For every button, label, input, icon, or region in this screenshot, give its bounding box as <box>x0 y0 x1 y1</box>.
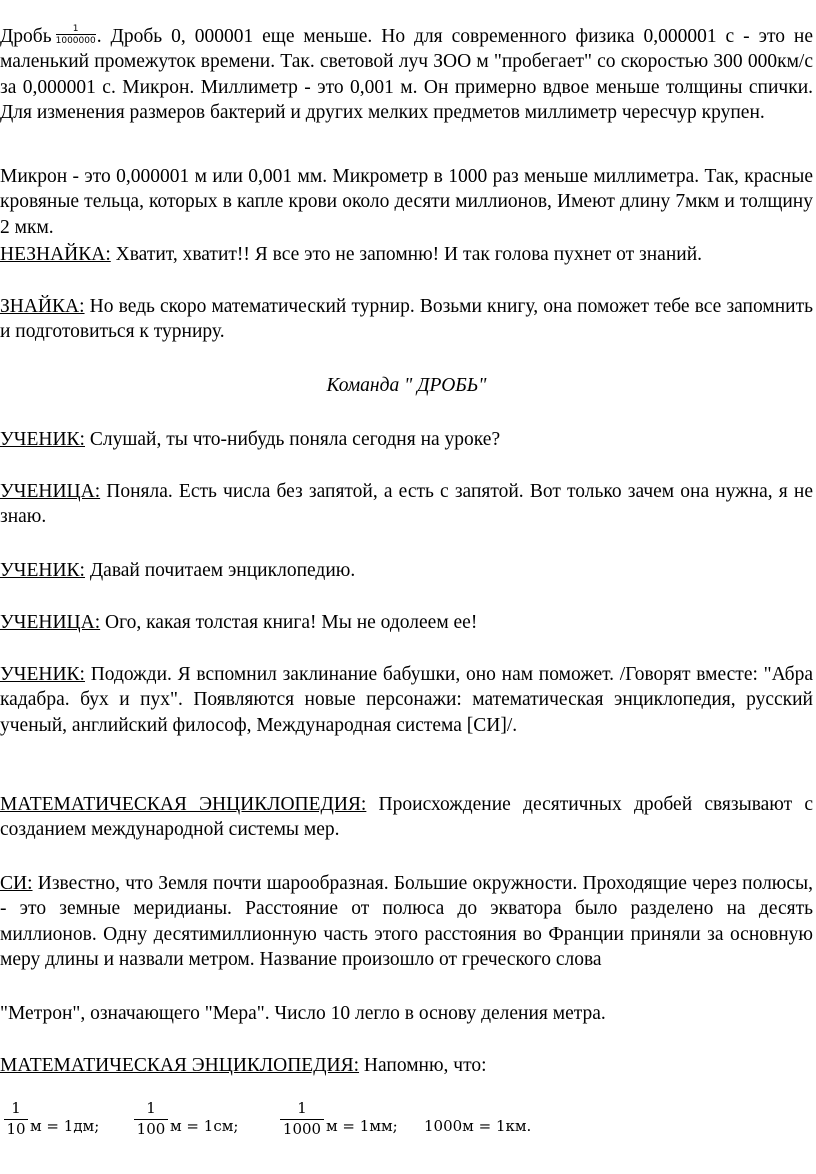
speaker-label: ЗНАЙКА: <box>0 296 85 317</box>
line-text: Ого, какая толстая книга! Мы не одолеем ее! <box>100 612 478 633</box>
line-text: Слушай, ты что-нибудь поняла сегодня на уроке? <box>84 429 501 450</box>
intro-text-start: Дробь <box>0 26 52 47</box>
speaker-label: УЧЕНИЦА: <box>0 612 101 633</box>
formula-denominator: 1000 <box>280 1119 324 1138</box>
formula-kilometer <box>424 1100 564 1156</box>
dialogue-line <box>0 242 813 267</box>
speaker-label: НЕЗНАЙКА: <box>0 244 111 265</box>
line-text: Подожди. Я вспомнил заклинание бабушки, оно нам поможет. /Говорят вместе: "Абра кадабра. бух и пух". Появляются новые персонажи: математическая энциклопедия, русский ученый, английский философ, Международная система [СИ]/. <box>0 664 813 736</box>
formula-denominator: 10 <box>4 1119 28 1138</box>
line-text: "Метрон", означающего "Мера". Число 10 легло в основу деления метра. <box>0 1003 606 1024</box>
intro-text-rest: . Дробь 0, 000001 еще меньше. Но для современного физика 0,000001 с - это не маленький промежуток времени. Так. световой луч ЗОО м "пробегает" со скоростью 300 000км/с за 0,000001 с. Микрон. Миллиметр - это 0,001 м. Он примерно вдвое меньше толщины спички. Для изменения размеров бактерий и других мелких предметов миллиметр чересчур крупен. <box>0 26 813 124</box>
fraction-numerator: 1 <box>72 23 79 34</box>
formula-decimeter <box>4 1100 134 1156</box>
formula-numerator: 1 <box>11 1099 21 1117</box>
speaker-label: МАТЕМАТИЧЕСКАЯ ЭНЦИКЛОПЕДИЯ: <box>0 1055 360 1076</box>
dialogue-line <box>0 1053 813 1078</box>
line-text: Хватит, хватит!! Я все это не запомню! И так голова пухнет от знаний. <box>110 244 703 265</box>
line-text: Происхождение десятичных дробей связывают с созданием международной системы мер. <box>0 794 813 841</box>
speaker-label: МАТЕМАТИЧЕСКАЯ ЭНЦИКЛОПЕДИЯ: <box>0 794 367 815</box>
team-heading: Команда " ДРОБЬ" <box>326 375 487 396</box>
formula-equation: м = 1мм; <box>326 1117 398 1135</box>
speaker-label: УЧЕНИК: <box>0 429 85 450</box>
speaker-label: УЧЕНИЦА: <box>0 481 101 502</box>
speaker-label: УЧЕНИК: <box>0 664 85 685</box>
formula-numerator: 1 <box>297 1099 307 1117</box>
speaker-label: СИ: <box>0 873 33 894</box>
formula-equation: 1000м = 1км. <box>424 1117 532 1135</box>
line-text: Поняла. Есть числа без запятой, а есть с запятой. Вот только зачем она нужна, я не знаю. <box>0 481 813 528</box>
unit-formulas <box>4 1100 804 1156</box>
dialogue-line <box>0 610 813 635</box>
speaker-label: УЧЕНИК: <box>0 560 85 581</box>
formula-equation: м = 1см; <box>170 1117 239 1135</box>
formula-centimeter <box>134 1100 284 1156</box>
dialogue-line <box>0 427 813 452</box>
formula-fraction <box>4 1100 28 1138</box>
intro-paragraph-2: Микрон - это 0,000001 м или 0,001 мм. Микрометр в 1000 раз меньше миллиметра. Так, красные кровяные тельца, которых в капле крови около десяти миллионов, Имеют длину 7мкм и толщину 2 мкм. <box>0 166 813 238</box>
dialogue-line <box>0 792 813 843</box>
line-text: Известно, что Земля почти шарообразная. Большие окружности. Проходящие через полюсы, - это земные меридианы. Расстояние от полюса до экватора было разделено на десять миллионов. Одну десятимиллионную часть этого расстояния во Франции приняли за основную меру длины и назвали метром. Название произошло от греческого слова <box>0 873 813 971</box>
formula-numerator: 1 <box>146 1099 156 1117</box>
formula-fraction <box>280 1100 324 1138</box>
dialogue-line <box>0 662 813 738</box>
formula-fraction <box>134 1100 168 1138</box>
formula-millimeter <box>280 1100 430 1156</box>
fraction-one-millionth <box>56 24 96 46</box>
fraction-denominator: 1000000 <box>55 35 96 46</box>
dialogue-line <box>0 479 813 530</box>
line-text: Давай почитаем энциклопедию. <box>84 560 356 581</box>
dialogue-line <box>0 294 813 345</box>
intro-paragraph-1 <box>0 24 813 126</box>
line-text: Но ведь скоро математический турнир. Возьми книгу, она поможет тебе все запомнить и подготовиться к турниру. <box>0 296 813 343</box>
dialogue-line <box>0 558 813 583</box>
formula-equation: м = 1дм; <box>30 1117 100 1135</box>
dialogue-line <box>0 1001 813 1026</box>
dialogue-line <box>0 871 813 973</box>
formula-denominator: 100 <box>134 1119 168 1138</box>
line-text: Напомню, что: <box>359 1055 487 1076</box>
